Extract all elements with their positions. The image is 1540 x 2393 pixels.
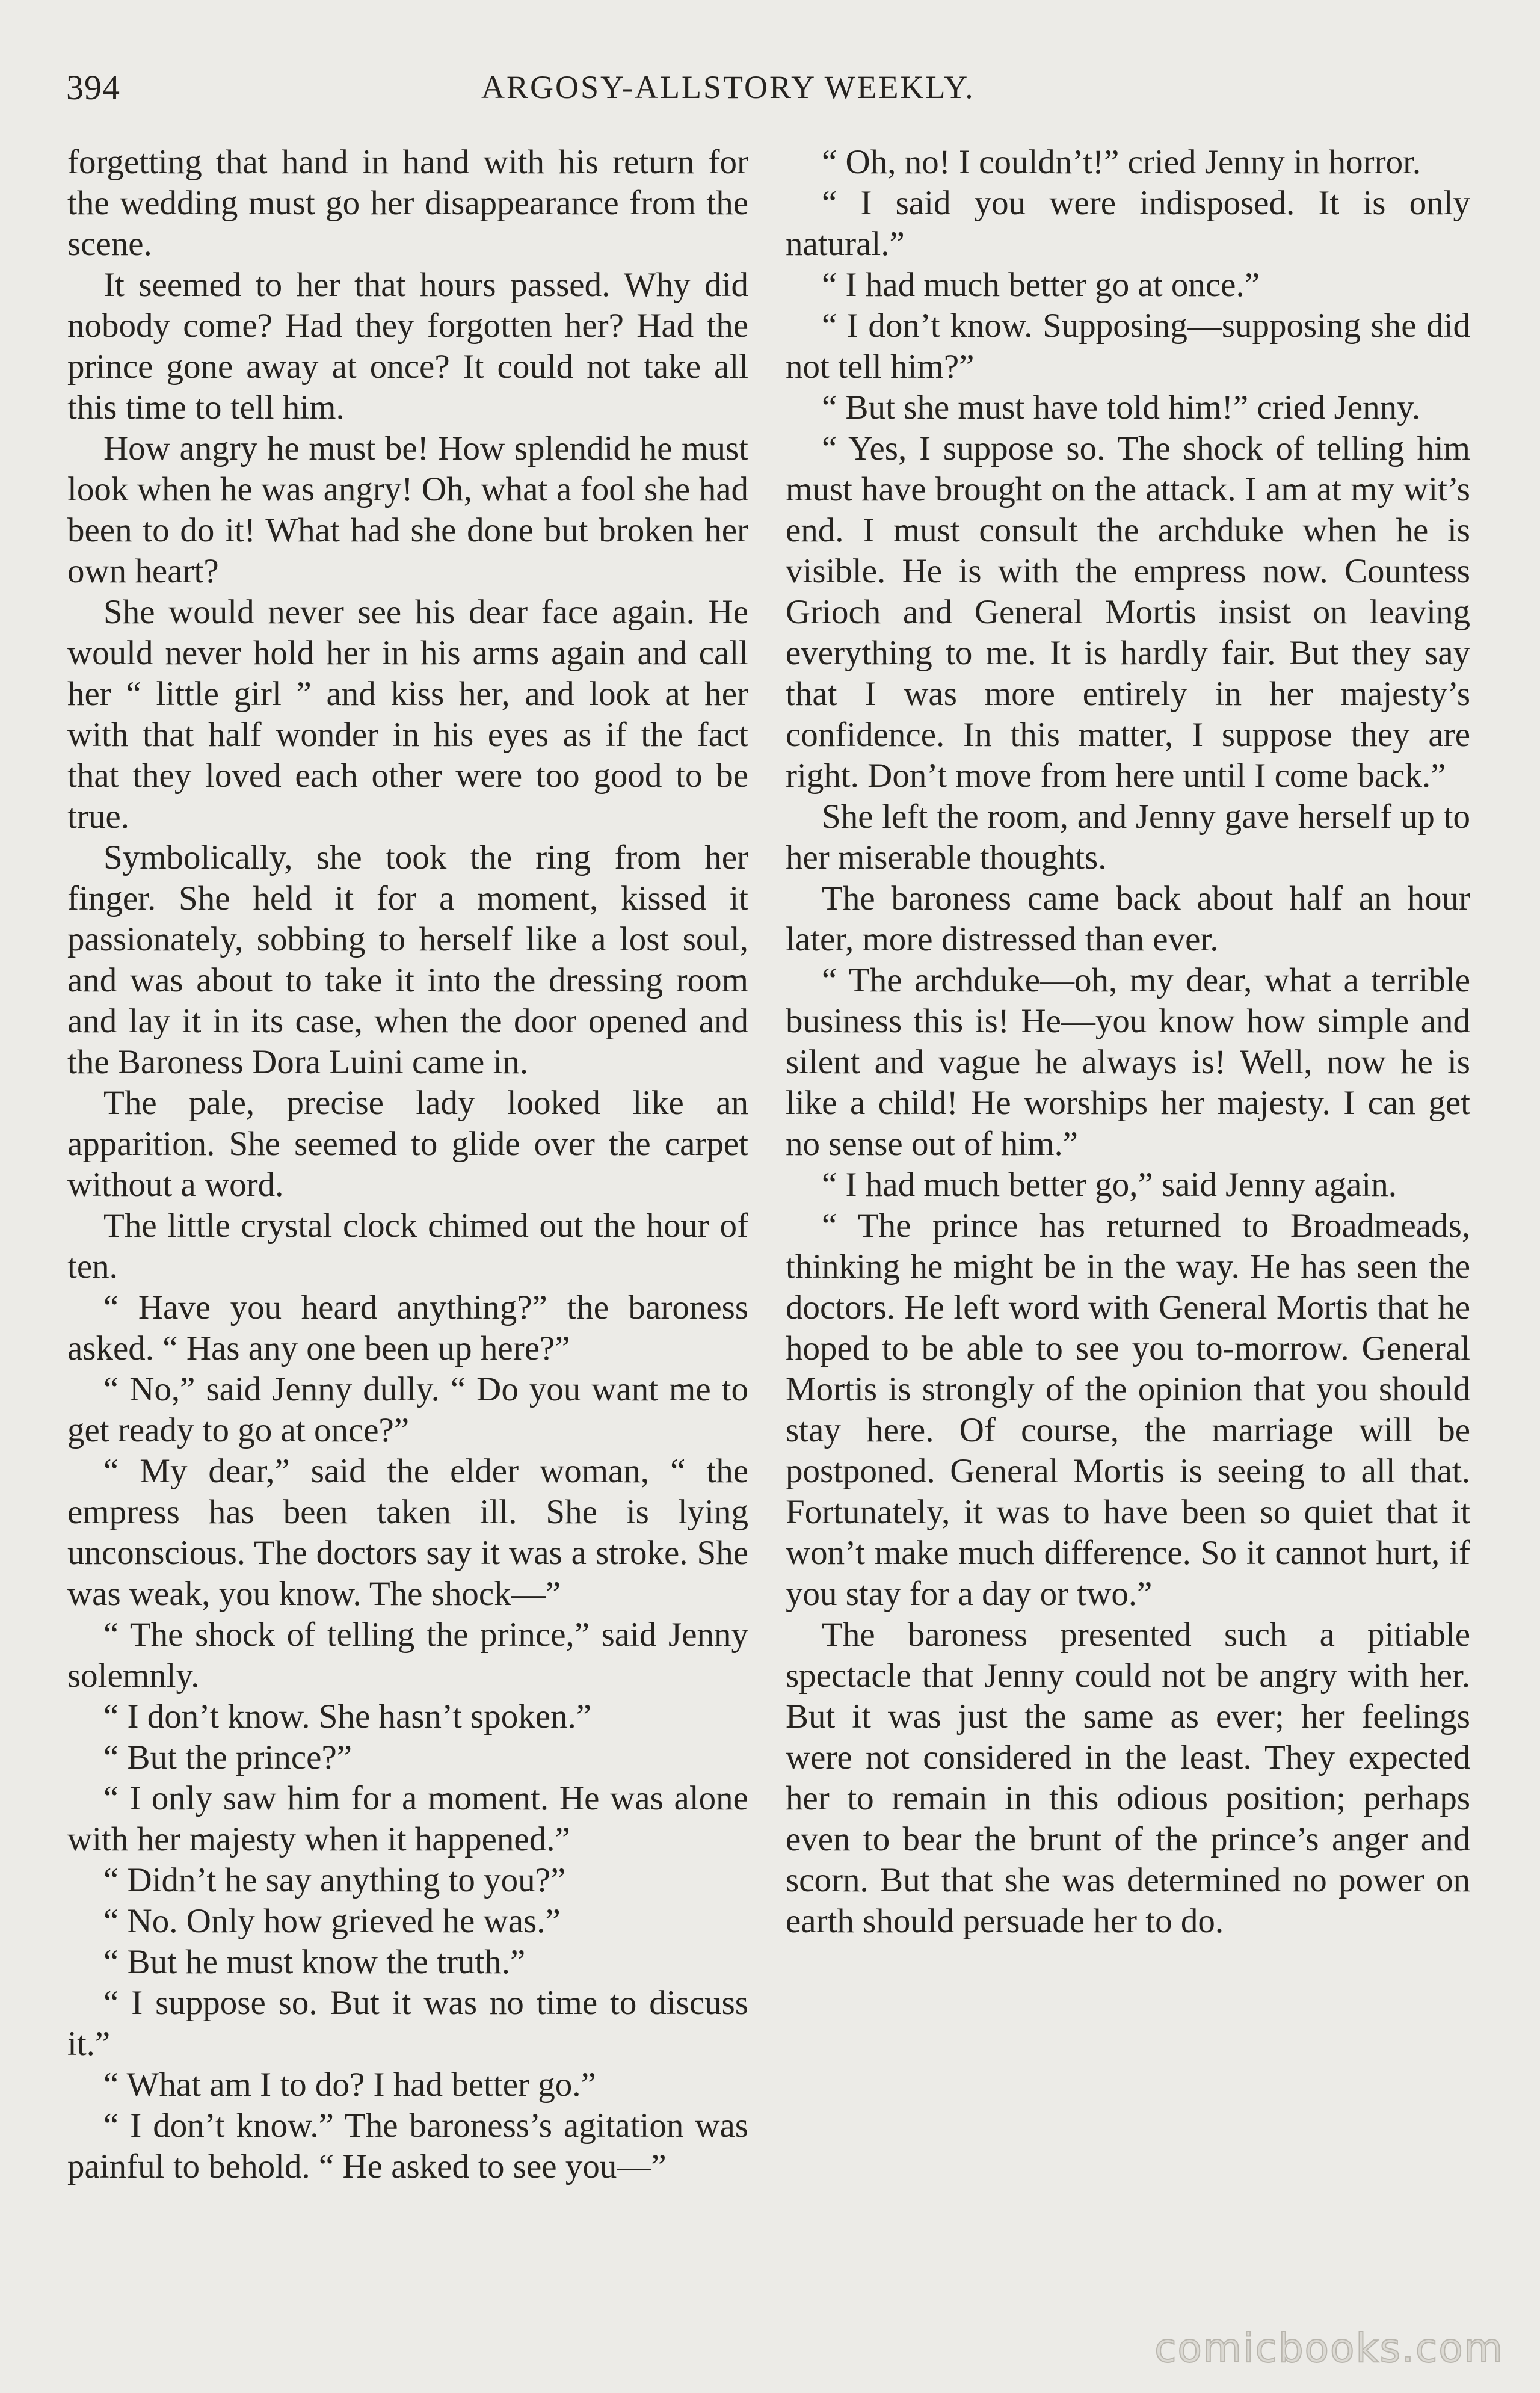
paragraph: Symbolically, she took the ring from her finger. She held it for a moment, kissed it passionately, sobbing to herself like a lost soul, and was about to take it into the dressing room and lay it in its case, when the door opened and the Baroness Dora Luini came in.: [67, 839, 748, 1081]
paragraph: “ I only saw him for a moment. He was alone with her majesty when it happened.”: [67, 1779, 748, 1858]
page-number: 394: [66, 68, 120, 107]
paragraph: “ But she must have told him!” cried Jenny.: [822, 389, 1421, 427]
paragraph: “ I don’t know.” The baroness’s agitation was painful to behold. “ He asked to see you—”: [67, 2107, 748, 2185]
paragraph: “ I had much better go at once.”: [822, 266, 1260, 304]
paragraph: “ The prince has returned to Broadmeads, thinking he might be in the way. He has seen the doctors. He left word with General Mortis that he hoped to be able to see you to-morrow. General Mortis is strongly of the opinion that you should stay here. Of course, the marriage will be postponed. General Mortis is seeing to all that. Fortunately, it was to have been so quiet that it won’t make much difference. So it cannot hurt, if you stay for a day or two.”: [786, 1207, 1470, 1613]
paragraph: She would never see his dear face again. He would never hold her in his arms again and call her “ little girl ” and kiss her, and look at her with that half wonder in his eyes as if the fact that they loved each other were too good to be true.: [67, 593, 748, 836]
paragraph: “ I said you were indisposed. It is only natural.”: [786, 184, 1470, 263]
paragraph: “ I don’t know. She hasn’t spoken.”: [103, 1698, 592, 1735]
paragraph: The little crystal clock chimed out the hour of ten.: [67, 1207, 748, 1286]
paragraph: “ My dear,” said the elder woman, “ the empress has been taken ill. She is lying unconscious. The doctors say it was a stroke. She was weak, you know. The shock—”: [67, 1452, 748, 1613]
paragraph: “ Yes, I suppose so. The shock of telling him must have brought on the attack. I am at my wit’s end. I must consult the archduke when he is visible. He is with the empress now. Countess Grioch and General Mortis insist on leaving everything to me. It is hardly fair. But they say that I was more entirely in her majesty’s confidence. In this matter, I suppose they are right. Don’t move from here until I come back.”: [786, 430, 1470, 795]
paragraph: “ Oh, no! I couldn’t!” cried Jenny in horror.: [822, 143, 1421, 181]
page-header: [66, 67, 1462, 115]
paragraph: “ But the prince?”: [103, 1739, 353, 1776]
paragraph: “ I had much better go,” said Jenny again.: [822, 1166, 1397, 1204]
paragraph: She left the room, and Jenny gave herself up to her miserable thoughts.: [786, 798, 1470, 876]
right-column: [786, 142, 1470, 1942]
paragraph: “ The shock of telling the prince,” said Jenny solemnly.: [67, 1616, 748, 1695]
paragraph: The pale, precise lady looked like an apparition. She seemed to glide over the carpet without a word.: [67, 1084, 748, 1204]
paragraph: “ Have you heard anything?” the baroness asked. “ Has any one been up here?”: [67, 1289, 748, 1367]
paragraph: “ No. Only how grieved he was.”: [103, 1902, 561, 1940]
left-column: [67, 142, 748, 2187]
paragraph: forgetting that hand in hand with his return for the wedding must go her disappearance from the scene.: [67, 143, 748, 263]
paragraph: “ The archduke—oh, my dear, what a terrible business this is! He—you know how simple and silent and vague he always is! Well, now he is like a child! He worships her majesty. I can get no sense out of him.”: [786, 961, 1470, 1163]
paragraph: “ But he must know the truth.”: [103, 1943, 526, 1981]
watermark: comicbooks.com: [1154, 2325, 1504, 2371]
paragraph: “ I don’t know. Supposing—supposing she did not tell him?”: [786, 307, 1470, 386]
running-head: ARGOSY-ALLSTORY WEEKLY.: [481, 69, 975, 105]
paragraph: “ No,” said Jenny dully. “ Do you want me to get ready to go at once?”: [67, 1370, 748, 1449]
paragraph: The baroness came back about half an hour later, more distressed than ever.: [786, 879, 1470, 958]
paragraph: “ I suppose so. But it was no time to discuss it.”: [67, 1984, 748, 2063]
paragraph: How angry he must be! How splendid he must look when he was angry! Oh, what a fool she had been to do it! What had she done but broken her own heart?: [67, 430, 748, 590]
paragraph: The baroness presented such a pitiable spectacle that Jenny could not be angry with her. But it was just the same as ever; her feelings were not considered in the least. They expected her to remain in this odious position; perhaps even to bear the brunt of the prince’s anger and scorn. But that she was determined no power on earth should persuade her to do.: [786, 1616, 1470, 1940]
paragraph: “ What am I to do? I had better go.”: [103, 2066, 596, 2104]
paragraph: “ Didn’t he say anything to you?”: [103, 1861, 566, 1899]
paragraph: It seemed to her that hours passed. Why did nobody come? Had they forgotten her? Had the prince gone away at once? It could not take all this time to tell him.: [67, 266, 748, 427]
